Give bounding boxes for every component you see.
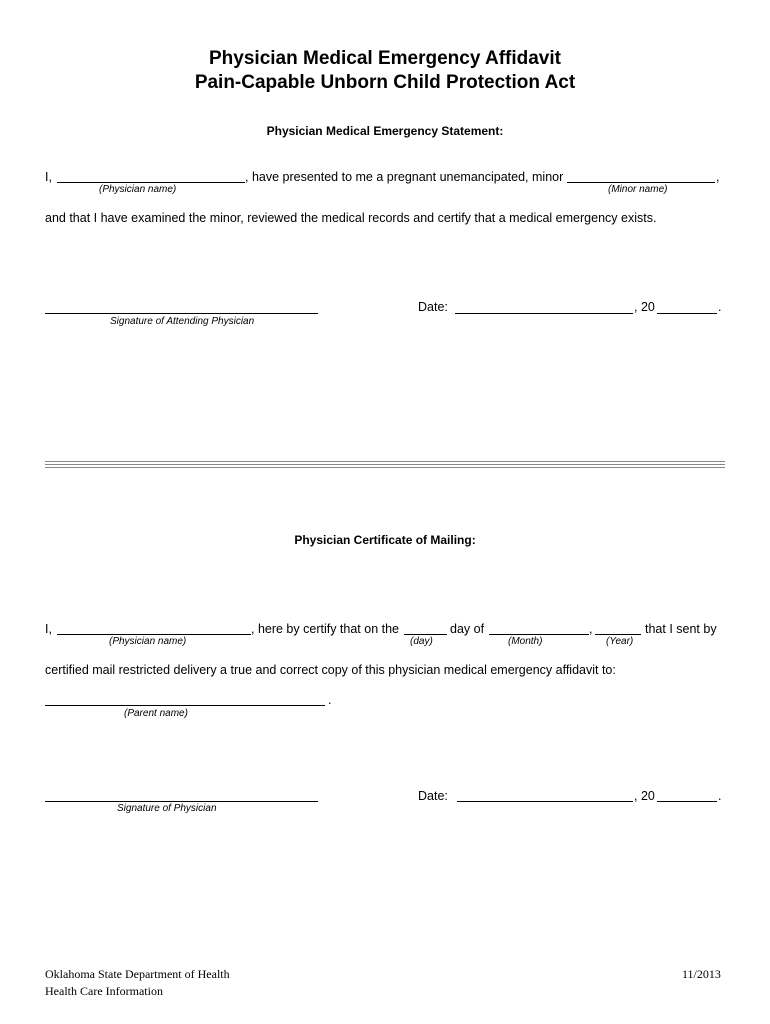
footer-form-date: 11/2013 [682,967,721,981]
mailing-date-year-field[interactable] [657,801,717,802]
footer-org-line2: Health Care Information [45,984,163,998]
certify-sentence: and that I have examined the minor, reviewed the medical records and certify that a medical emergency exists. [45,211,657,225]
attending-signature-caption: Signature of Attending Physician [110,316,255,327]
minor-name-caption: (Minor name) [608,184,668,195]
mailing-day-caption: (day) [410,636,433,647]
mailing-date-field[interactable] [457,801,633,802]
section-separator-2 [45,464,725,465]
mailing-date-label: Date: [418,789,448,803]
mailing-certify-text: , here by certify that on the [251,622,399,636]
mailing-comma: , [589,622,593,636]
parent-name-caption: (Parent name) [124,708,188,719]
parent-period: . [328,693,332,707]
mailing-year-prefix: , 20 [634,789,655,803]
physician-name-caption: (Physician name) [99,184,177,195]
physician-signature-caption: Signature of Physician [117,803,217,814]
statement-period: . [718,300,722,314]
mailing-period: . [718,789,722,803]
mailing-month-caption: (Month) [508,636,543,647]
statement-date-label: Date: [418,300,448,314]
mailing-physician-name-field[interactable] [57,634,251,635]
statement-heading: Physician Medical Emergency Statement: [266,124,504,138]
document-title-line2: Pain-Capable Unborn Child Protection Act [194,72,576,93]
document-title-line1: Physician Medical Emergency Affidavit [209,48,561,69]
statement-trailing-comma: , [716,170,720,184]
physician-name-field[interactable] [57,182,245,183]
mailing-month-field[interactable] [489,634,589,635]
mailing-sent-by-text: that I sent by [645,622,717,636]
mailing-year-caption: (Year) [606,636,634,647]
statement-year-prefix: , 20 [634,300,655,314]
parent-name-field[interactable] [45,705,325,706]
mailing-i-prefix: I, [45,622,52,636]
footer-org-line1: Oklahoma State Department of Health [45,967,230,981]
mailing-year-field[interactable] [595,634,641,635]
attending-signature-field[interactable] [45,313,318,314]
mailing-heading: Physician Certificate of Mailing: [294,533,476,547]
minor-name-field[interactable] [567,182,715,183]
mailing-day-field[interactable] [404,634,447,635]
section-separator-1 [45,461,725,462]
physician-signature-field[interactable] [45,801,318,802]
mailing-physician-name-caption: (Physician name) [109,636,187,647]
statement-presented-text: , have presented to me a pregnant unemancipated, minor [245,170,564,184]
section-separator-3 [45,467,725,468]
statement-i-prefix: I, [45,170,52,184]
statement-year-field[interactable] [657,313,717,314]
certified-mail-sentence: certified mail restricted delivery a true and correct copy of this physician medical emergency affidavit to: [45,663,616,677]
statement-date-field[interactable] [455,313,633,314]
mailing-day-of-text: day of [450,622,485,636]
